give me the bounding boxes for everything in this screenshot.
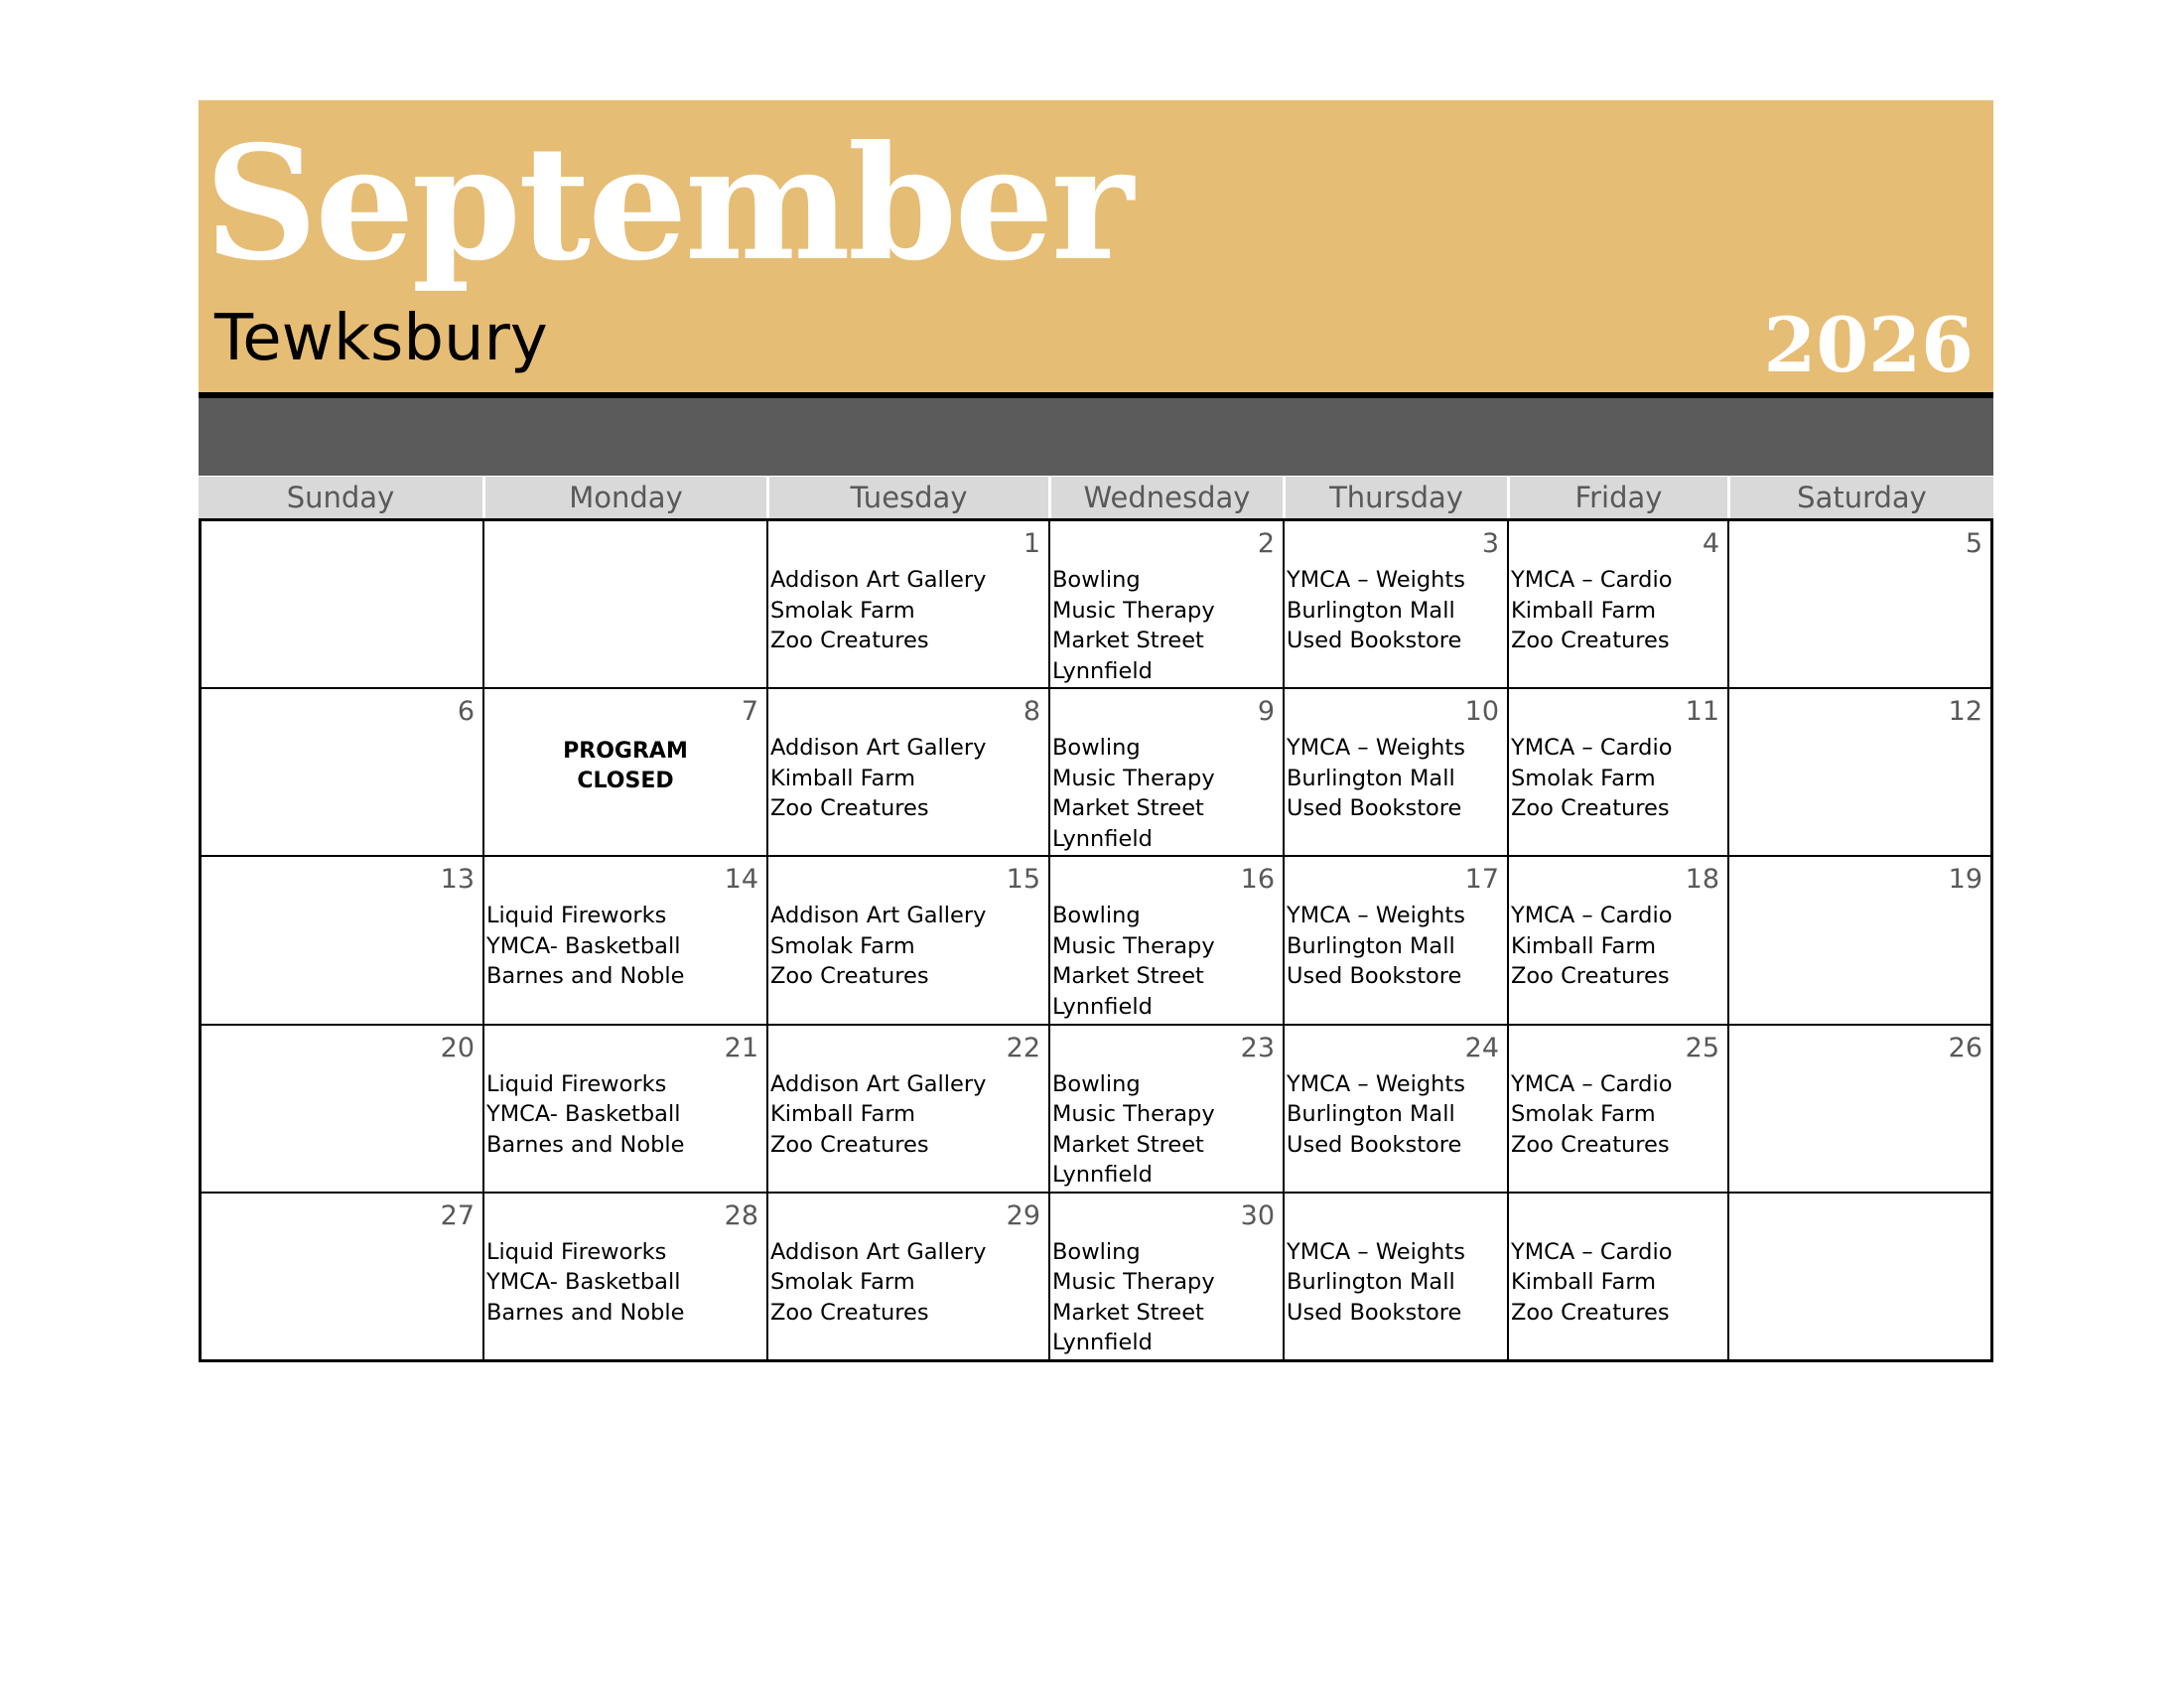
activity-item: Burlington Mall bbox=[1287, 1101, 1455, 1128]
activity-item: Liquid Fireworks bbox=[486, 1070, 667, 1097]
activity-list bbox=[1052, 1069, 1215, 1191]
dayname-friday: Friday bbox=[1507, 477, 1727, 518]
activity-item: Market Street bbox=[1052, 1299, 1204, 1326]
activity-item: YMCA- Basketball bbox=[486, 1269, 681, 1296]
day-number: 16 bbox=[1240, 864, 1275, 896]
activity-list bbox=[1511, 901, 1672, 992]
day-cell bbox=[1283, 1194, 1507, 1359]
activity-item: Bowling bbox=[1052, 567, 1141, 593]
activity-list bbox=[486, 1069, 685, 1161]
day-number: 2 bbox=[1257, 528, 1275, 559]
day-number: 30 bbox=[1240, 1199, 1275, 1231]
activity-list bbox=[770, 1069, 986, 1161]
dayname-wednesday: Wednesday bbox=[1048, 477, 1283, 518]
week-row bbox=[202, 855, 1990, 1023]
day-number: 27 bbox=[440, 1199, 475, 1231]
day-cell bbox=[1507, 689, 1727, 855]
activity-item: Lynnfield bbox=[1052, 825, 1153, 852]
day-number: 1 bbox=[1023, 528, 1040, 559]
activity-item: Kimball Farm bbox=[770, 765, 916, 791]
day-number: 22 bbox=[1006, 1032, 1040, 1063]
activity-list bbox=[770, 901, 986, 992]
day-cell bbox=[1283, 689, 1507, 855]
activity-item: YMCA- Basketball bbox=[486, 932, 681, 959]
activity-list bbox=[1511, 565, 1672, 656]
activity-item: Burlington Mall bbox=[1287, 932, 1455, 959]
day-cell bbox=[1048, 1194, 1283, 1359]
day-cell bbox=[766, 521, 1048, 687]
activity-item: Market Street bbox=[1052, 963, 1204, 990]
activity-list bbox=[1511, 1069, 1672, 1161]
activity-item: Zoo Creatures bbox=[1511, 628, 1670, 653]
year-label: 2026 bbox=[1763, 301, 1974, 389]
activity-item: Burlington Mall bbox=[1287, 765, 1455, 791]
calendar-grid bbox=[199, 518, 1993, 1362]
day-cell bbox=[1727, 1194, 1990, 1359]
day-cell bbox=[1283, 857, 1507, 1023]
day-cell bbox=[1727, 857, 1990, 1023]
day-cell bbox=[1283, 521, 1507, 687]
day-number: 24 bbox=[1464, 1032, 1499, 1063]
day-number: 26 bbox=[1948, 1032, 1982, 1063]
day-cell bbox=[1727, 1026, 1990, 1192]
activity-item: Bowling bbox=[1052, 735, 1141, 762]
day-number: 7 bbox=[741, 696, 758, 728]
day-cell bbox=[482, 857, 766, 1023]
day-cell bbox=[202, 857, 482, 1023]
closure-note bbox=[484, 737, 766, 796]
day-cell bbox=[1283, 1026, 1507, 1192]
day-number: 4 bbox=[1702, 528, 1719, 559]
activity-list bbox=[486, 1237, 685, 1329]
activity-item: Zoo Creatures bbox=[770, 795, 929, 822]
day-number: 11 bbox=[1685, 696, 1719, 728]
day-cell bbox=[1507, 1026, 1727, 1192]
day-number: 5 bbox=[1965, 528, 1982, 559]
day-cell bbox=[202, 689, 482, 855]
day-number: 14 bbox=[724, 864, 758, 896]
activity-item: YMCA – Cardio bbox=[1511, 1070, 1673, 1097]
day-number: 9 bbox=[1257, 696, 1275, 728]
activity-item: Music Therapy bbox=[1052, 765, 1215, 791]
activity-item: Bowling bbox=[1052, 1238, 1141, 1265]
day-cell bbox=[482, 521, 766, 687]
activity-item: Zoo Creatures bbox=[770, 1299, 929, 1326]
day-cell bbox=[202, 1194, 482, 1359]
activity-item: Used Bookstore bbox=[1287, 963, 1462, 990]
activity-item: Music Therapy bbox=[1052, 1101, 1215, 1128]
activity-item: YMCA – Weights bbox=[1287, 1070, 1465, 1097]
activity-item: Used Bookstore bbox=[1287, 795, 1462, 822]
activity-item: Addison Art Gallery bbox=[770, 1238, 987, 1265]
activity-item: Kimball Farm bbox=[770, 1101, 916, 1128]
activity-item: Addison Art Gallery bbox=[770, 1070, 987, 1097]
activity-item: Zoo Creatures bbox=[770, 628, 929, 653]
day-number: 18 bbox=[1685, 864, 1719, 896]
activity-item: Smolak Farm bbox=[770, 597, 915, 624]
activity-item: Zoo Creatures bbox=[1511, 963, 1670, 990]
dayname-thursday: Thursday bbox=[1283, 477, 1507, 518]
day-number: 23 bbox=[1240, 1032, 1275, 1063]
day-cell bbox=[1048, 689, 1283, 855]
activity-item: Addison Art Gallery bbox=[770, 735, 987, 762]
day-number: 28 bbox=[724, 1199, 758, 1231]
activity-item: Addison Art Gallery bbox=[770, 903, 987, 929]
activity-item: Burlington Mall bbox=[1287, 597, 1455, 624]
day-cell bbox=[1048, 857, 1283, 1023]
day-cell bbox=[202, 521, 482, 687]
day-cell bbox=[766, 1026, 1048, 1192]
week-row bbox=[202, 687, 1990, 855]
activity-item: Lynnfield bbox=[1052, 993, 1153, 1020]
activity-item: Zoo Creatures bbox=[1511, 1299, 1670, 1326]
activity-item: YMCA- Basketball bbox=[486, 1101, 681, 1128]
day-number: 8 bbox=[1023, 696, 1040, 728]
activity-item: Music Therapy bbox=[1052, 932, 1215, 959]
day-cell bbox=[1727, 689, 1990, 855]
activity-item: Zoo Creatures bbox=[1511, 1131, 1670, 1158]
activity-item: Addison Art Gallery bbox=[770, 567, 987, 593]
day-name-row bbox=[199, 477, 1993, 518]
day-cell bbox=[766, 857, 1048, 1023]
dayname-tuesday: Tuesday bbox=[766, 477, 1048, 518]
activity-item: Smolak Farm bbox=[770, 1269, 915, 1296]
day-number: 10 bbox=[1464, 696, 1499, 728]
activity-item: Music Therapy bbox=[1052, 1269, 1215, 1296]
activity-item: Zoo Creatures bbox=[770, 1131, 929, 1158]
calendar-header bbox=[199, 100, 1993, 392]
day-cell bbox=[1727, 521, 1990, 687]
dayname-monday: Monday bbox=[482, 477, 766, 518]
activity-item: YMCA – Weights bbox=[1287, 567, 1465, 593]
activity-list bbox=[770, 733, 986, 824]
week-row bbox=[202, 521, 1990, 687]
activity-item: Liquid Fireworks bbox=[486, 903, 667, 929]
activity-list bbox=[1052, 1237, 1215, 1358]
day-cell bbox=[766, 1194, 1048, 1359]
activity-item: Smolak Farm bbox=[1511, 1101, 1656, 1128]
dayname-saturday: Saturday bbox=[1727, 477, 1993, 518]
day-number: 12 bbox=[1948, 696, 1982, 728]
activity-list bbox=[1052, 733, 1215, 854]
day-number: 15 bbox=[1006, 864, 1040, 896]
week-row bbox=[202, 1192, 1990, 1359]
activity-item: Kimball Farm bbox=[1511, 597, 1657, 624]
activity-list bbox=[1511, 733, 1672, 824]
activity-list bbox=[486, 901, 685, 992]
activity-item: Barnes and Noble bbox=[486, 963, 685, 990]
activity-list bbox=[1052, 901, 1215, 1022]
activity-list bbox=[1287, 1069, 1465, 1161]
activity-item: YMCA – Cardio bbox=[1511, 903, 1673, 929]
day-cell bbox=[482, 689, 766, 855]
activity-item: YMCA – Weights bbox=[1287, 735, 1465, 762]
day-cell bbox=[482, 1194, 766, 1359]
activity-item: Burlington Mall bbox=[1287, 1269, 1455, 1296]
activity-list bbox=[770, 1237, 986, 1329]
location-label: Tewksbury bbox=[214, 302, 548, 375]
activity-item: Used Bookstore bbox=[1287, 1131, 1462, 1158]
closure-note-line: CLOSED bbox=[577, 769, 674, 794]
day-number: 6 bbox=[457, 696, 475, 728]
dayname-sunday: Sunday bbox=[199, 477, 482, 518]
day-number: 21 bbox=[724, 1032, 758, 1063]
day-number: 20 bbox=[440, 1032, 475, 1063]
activity-item: Lynnfield bbox=[1052, 1330, 1153, 1356]
activity-item: Music Therapy bbox=[1052, 597, 1215, 624]
activity-item: YMCA – Cardio bbox=[1511, 735, 1673, 762]
activity-item: Smolak Farm bbox=[770, 932, 915, 959]
day-cell bbox=[766, 689, 1048, 855]
day-number: 13 bbox=[440, 864, 475, 896]
day-cell bbox=[1048, 521, 1283, 687]
activity-item: Liquid Fireworks bbox=[486, 1238, 667, 1265]
activity-item: YMCA – Cardio bbox=[1511, 567, 1673, 593]
day-number: 29 bbox=[1006, 1199, 1040, 1231]
day-cell bbox=[482, 1026, 766, 1192]
activity-item: Zoo Creatures bbox=[1511, 795, 1670, 822]
activity-list bbox=[1287, 565, 1465, 656]
activity-item: Market Street bbox=[1052, 795, 1204, 822]
activity-item: Used Bookstore bbox=[1287, 1299, 1462, 1326]
day-number: 3 bbox=[1481, 528, 1499, 559]
activity-item: Used Bookstore bbox=[1287, 628, 1462, 653]
day-number: 25 bbox=[1685, 1032, 1719, 1063]
day-cell bbox=[1507, 521, 1727, 687]
week-row bbox=[202, 1024, 1990, 1192]
header-band bbox=[199, 398, 1993, 476]
activity-list bbox=[770, 565, 986, 656]
activity-item: YMCA – Weights bbox=[1287, 1238, 1465, 1265]
activity-item: YMCA – Cardio bbox=[1511, 1238, 1673, 1265]
activity-item: Zoo Creatures bbox=[770, 963, 929, 990]
activity-item: Bowling bbox=[1052, 1070, 1141, 1097]
activity-item: Kimball Farm bbox=[1511, 932, 1657, 959]
activity-item: Barnes and Noble bbox=[486, 1299, 685, 1326]
activity-item: Kimball Farm bbox=[1511, 1269, 1657, 1296]
closure-note-line: PROGRAM bbox=[563, 739, 688, 765]
activity-item: Barnes and Noble bbox=[486, 1131, 685, 1158]
activity-item: Bowling bbox=[1052, 903, 1141, 929]
day-cell bbox=[1507, 1194, 1727, 1359]
activity-list bbox=[1287, 733, 1465, 824]
activity-list bbox=[1052, 565, 1215, 686]
activity-item: Lynnfield bbox=[1052, 1162, 1153, 1189]
month-title: September bbox=[205, 112, 1132, 296]
activity-list bbox=[1511, 1237, 1672, 1329]
activity-list bbox=[1287, 901, 1465, 992]
activity-item: Smolak Farm bbox=[1511, 765, 1656, 791]
activity-item: Market Street bbox=[1052, 628, 1204, 653]
day-number: 19 bbox=[1948, 864, 1982, 896]
activity-item: YMCA – Weights bbox=[1287, 903, 1465, 929]
day-cell bbox=[1507, 857, 1727, 1023]
activity-list bbox=[1287, 1237, 1465, 1329]
activity-item: Market Street bbox=[1052, 1131, 1204, 1158]
day-cell bbox=[1048, 1026, 1283, 1192]
day-cell bbox=[202, 1026, 482, 1192]
day-number: 17 bbox=[1464, 864, 1499, 896]
activity-item: Lynnfield bbox=[1052, 657, 1153, 684]
